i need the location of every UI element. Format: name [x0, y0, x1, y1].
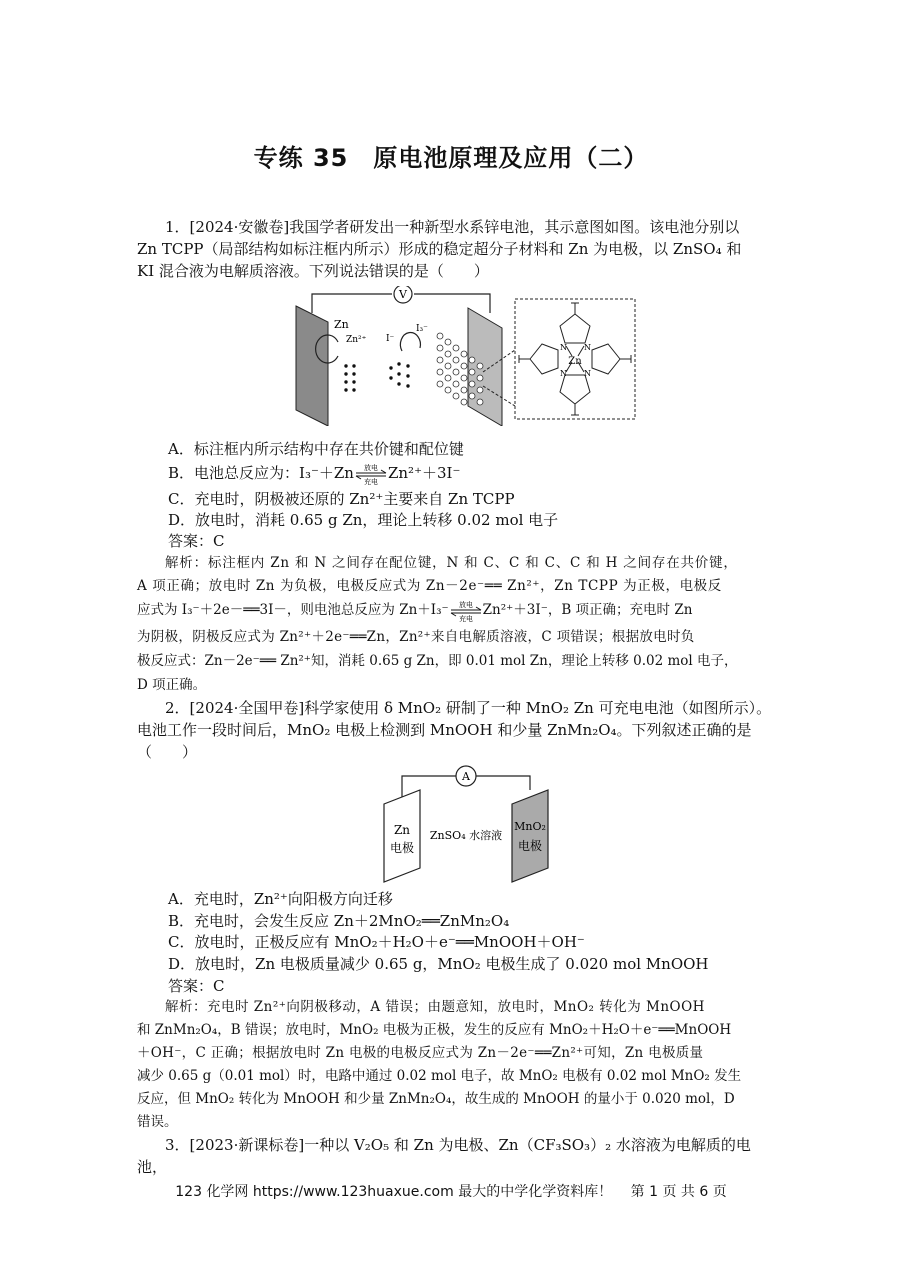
q1-option-d: D．放电时，消耗 0.65 g Zn，理论上转移 0.02 mol 电子 [168, 511, 559, 529]
mno2-electrode-sub: 电极 [517, 839, 543, 853]
q1-option-b-rhs: Zn²⁺＋3I⁻ [387, 464, 461, 482]
zn-electrode-label: Zn [334, 318, 349, 331]
q2-stem-line1: 2．[2024·全国甲卷]科学家使用 δ MnO₂ 研制了一种 MnO₂ Zn 可充电电池（如图所示）。 [165, 699, 772, 717]
n-label: N [560, 343, 567, 352]
q2-explanation-line2: 和 ZnMn₂O₄，B 错误；放电时，MnO₂ 电极为正极，发生的反应有 MnO₂＋H₂O＋e⁻══MnOOH [137, 1022, 732, 1038]
q1-explanation-line2: A 项正确；放电时 Zn 为负极，电极反应式为 Zn－2e⁻══ Zn²⁺，Zn TCPP 为正极，电极反 [137, 578, 722, 594]
q1-option-a: A．标注框内所示结构中存在共价键和配位键 [168, 440, 464, 458]
q2-explanation-line1: 解析：充电时 Zn²⁺向阴极移动，A 错误；由题意知，放电时，MnO₂ 转化为 MnOOH [165, 999, 705, 1015]
n-label: N [560, 369, 567, 378]
q1-option-b-lhs: B．电池总反应为：I₃⁻＋Zn [168, 464, 354, 482]
zn-electrode-label: Zn [393, 823, 411, 837]
q1-exp-l3-rhs: Zn²⁺＋3I⁻，B 项正确；充电时 Zn [482, 602, 693, 618]
zn-ion-label: Zn²⁺ [346, 335, 367, 345]
q2-option-a: A．充电时，Zn²⁺向阳极方向迁移 [168, 890, 393, 908]
q2-option-c: C．放电时，正极反应有 MnO₂＋H₂O＋e⁻══MnOOH＋OH⁻ [168, 933, 585, 951]
q2-stem-line2: 电池工作一段时间后，MnO₂ 电极上检测到 MnOOH 和少量 ZnMn₂O₄。下列叙述正确的是 [137, 721, 752, 739]
q2-option-d: D．放电时，Zn 电极质量减少 0.65 g，MnO₂ 电极生成了 0.020 mol MnOOH [168, 955, 709, 973]
q2-stem-line3: （ ） [137, 743, 198, 761]
q1-exp-l3-lhs: 应式为 I₃⁻＋2e－══3I－，则电池总反应为 Zn＋I₃⁻ [137, 602, 449, 618]
voltmeter-label: V [399, 288, 407, 301]
q1-explanation-line3 [137, 599, 777, 622]
q1-explanation-line5: 极反应式：Zn－2e⁻══ Zn²⁺知，消耗 0.65 g Zn，即 0.01 mol Zn，理论上转移 0.02 mol 电子， [137, 653, 738, 669]
arrow-top-label: 放电 [458, 600, 473, 609]
ion-dots [344, 362, 409, 391]
q2-explanation-line5: 反应，但 MnO₂ 转化为 MnOOH 和少量 ZnMn₂O₄，故生成的 MnOOH 的量小于 0.020 mol，D [137, 1091, 735, 1107]
mno2-electrode-label: MnO₂ [514, 820, 546, 833]
q1-explanation-line6: D 项正确。 [137, 677, 207, 693]
q1-answer: 答案：C [168, 532, 225, 550]
arrow-bottom-label: 充电 [363, 478, 378, 485]
iodide-label: I⁻ [386, 334, 395, 344]
q1-explanation-line4: 为阴极，阴极反应式为 Zn²⁺＋2e⁻══Zn，Zn²⁺来自电解质溶液，C 项错误；根据放电时负 [137, 629, 695, 645]
reversible-arrow-icon [449, 600, 483, 622]
arrow-bottom-label: 充电 [458, 614, 473, 622]
triiodide-label: I₃⁻ [416, 324, 428, 334]
q1-explanation-line1: 解析：标注框内 Zn 和 N 之间存在配位键，N 和 C、C 和 C、C 和 H 之间存在共价键， [165, 555, 738, 571]
zn-electrode-sub: 电极 [389, 841, 415, 855]
arrow-top-label: 放电 [363, 464, 378, 472]
q1-stem-line3: KI 混合液为电解质溶液。下列说法错误的是（ ） [137, 262, 489, 280]
q2-explanation-line4: 减少 0.65 g（0.01 mol）时，电路中通过 0.02 mol 电子，故 MnO₂ 电极有 0.02 mol MnO₂ 发生 [137, 1068, 742, 1084]
q2-explanation-line3: ＋OH⁻，C 正确；根据放电时 Zn 电极的电极反应式为 Zn－2e⁻══Zn²⁺可知，Zn 电极质量 [137, 1045, 704, 1061]
q1-option-b [168, 462, 808, 485]
solution-label: ZnSO₄ 水溶液 [429, 829, 503, 842]
reversible-arrow-icon [354, 463, 388, 485]
q1-battery-diagram [290, 286, 640, 426]
porphyrin-center-label: Zn [568, 356, 582, 367]
page-footer: 123 化学网 https://www.123huaxue.com 最大的中学化学资料库！ 第 1 页 共 6 页 [175, 1184, 727, 1200]
q2-answer: 答案：C [168, 977, 225, 995]
page-title: 专练 35 原电池原理及应用（二） [253, 144, 649, 172]
q1-stem-line2: Zn TCPP（局部结构如标注框内所示）形成的稳定超分子材料和 Zn 为电极，以 ZnSO₄ 和 [137, 240, 742, 258]
ammeter-label: A [462, 770, 470, 783]
q1-option-c: C．充电时，阴极被还原的 Zn²⁺主要来自 Zn TCPP [168, 490, 515, 508]
q2-explanation-line6: 错误。 [137, 1114, 178, 1130]
n-label: N [584, 369, 591, 378]
q1-stem-line1: 1．[2024·安徽卷]我国学者研发出一种新型水系锌电池，其示意图如图。该电池分别以 [165, 218, 740, 236]
q3-stem-line1: 3．[2023·新课标卷]一种以 V₂O₅ 和 Zn 为电极、Zn（CF₃SO₃）₂ 水溶液为电解质的电池， [137, 1136, 751, 1176]
q2-battery-diagram [380, 764, 560, 886]
q2-option-b: B．充电时，会发生反应 Zn＋2MnO₂══ZnMn₂O₄ [168, 912, 510, 930]
n-label: N [584, 343, 591, 352]
